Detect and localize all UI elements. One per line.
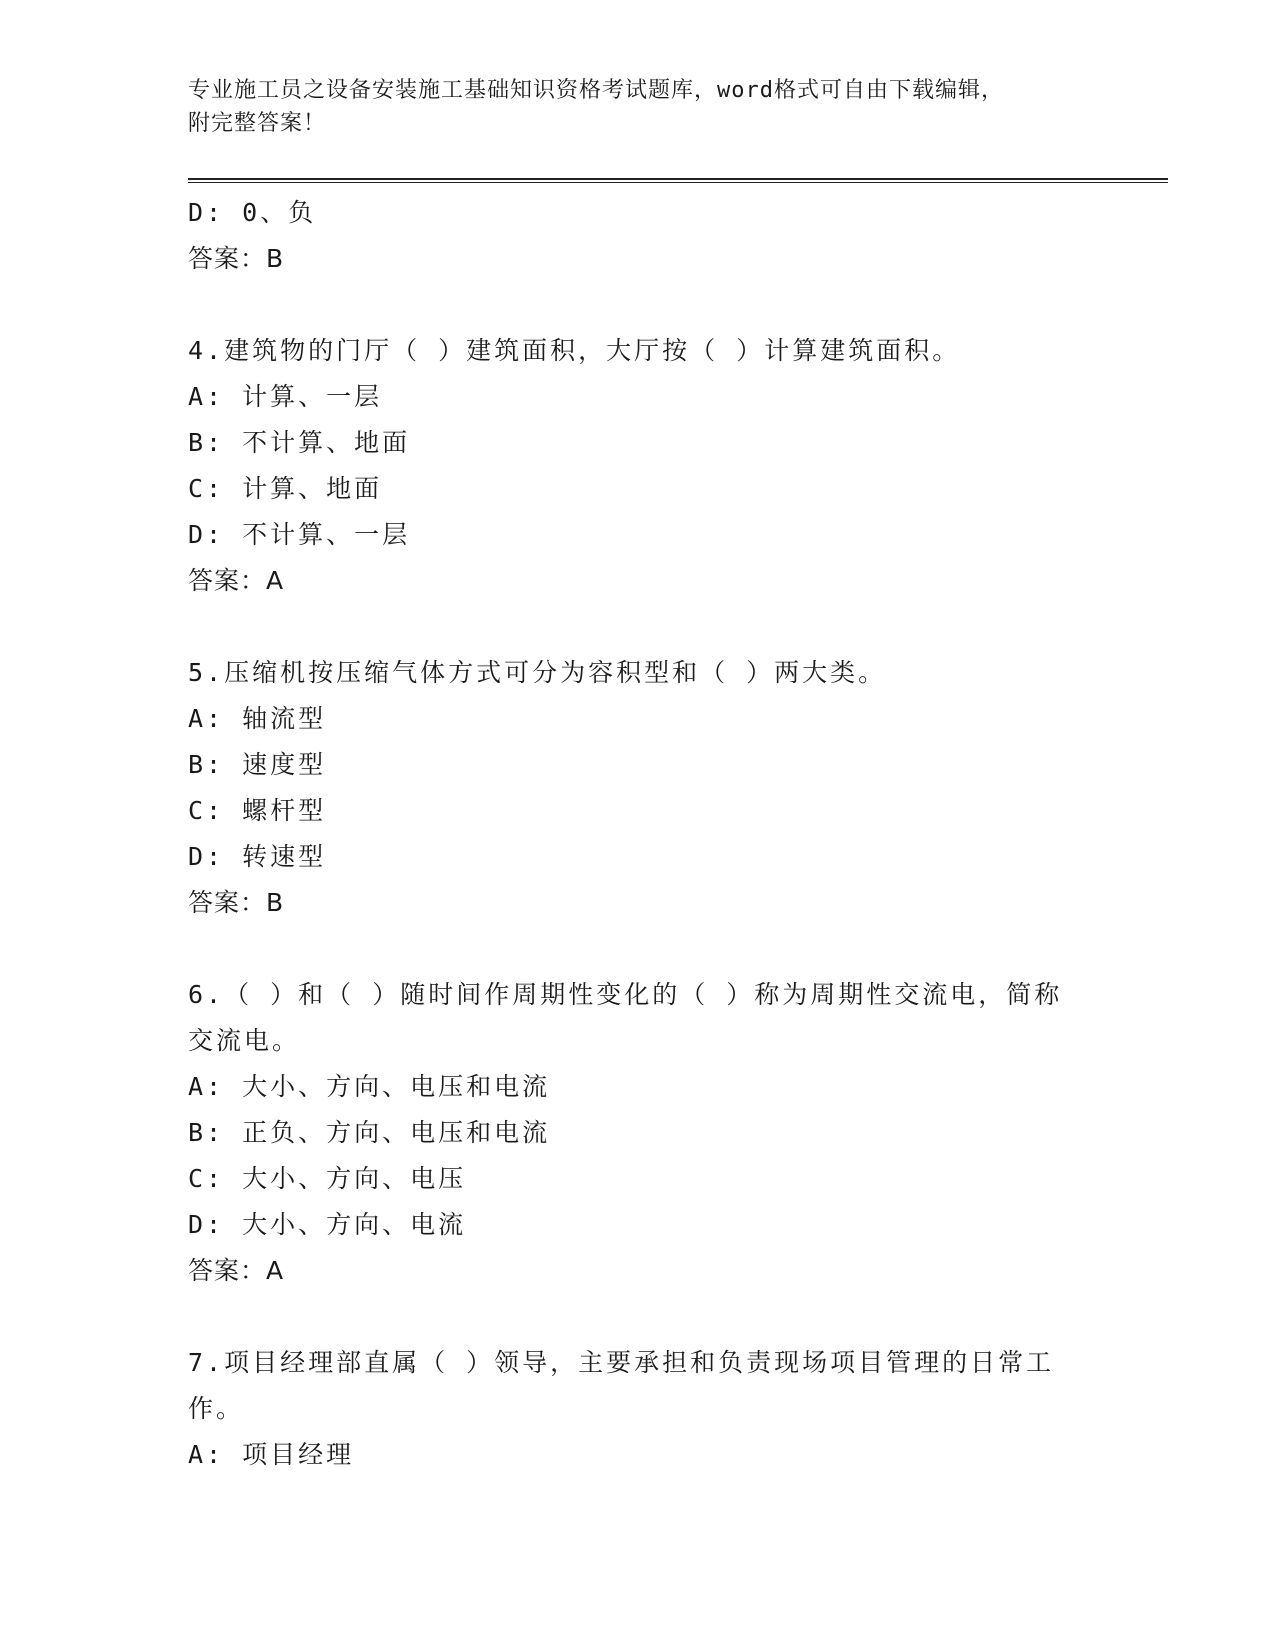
question-5 [188,650,1088,926]
answer: 答案：A [188,566,285,595]
question-list [188,190,1088,1478]
question-stem-line-2: 交流电。 [188,1026,301,1055]
option-c: C: 大小、方向、电压 [188,1164,467,1193]
spacer [188,604,1088,650]
option-d: D: 大小、方向、电流 [188,1210,467,1239]
option-b: B: 速度型 [188,750,327,779]
question-4 [188,328,1088,604]
spacer [188,282,1088,328]
question-stem: 5.压缩机按压缩气体方式可分为容积型和（ ）两大类。 [188,658,887,687]
option-d: D: 不计算、一层 [188,520,411,549]
question-stem: 4.建筑物的门厅（ ）建筑面积，大厅按（ ）计算建筑面积。 [188,336,961,365]
option-a: A: 计算、一层 [188,382,383,411]
question-7 [188,1340,1088,1478]
question-6 [188,972,1088,1294]
option-b: B: 不计算、地面 [188,428,411,457]
spacer [188,926,1088,972]
question-stem-line-1: 6.（ ）和（ ）随时间作周期性变化的（ ）称为周期性交流电，简称 [188,980,1063,1009]
option-a: A: 轴流型 [188,704,327,733]
option-a: A: 项目经理 [188,1440,355,1469]
question-stem-line-2: 作。 [188,1394,245,1423]
answer: 答案：B [188,888,285,917]
option-c: C: 螺杆型 [188,796,327,825]
option-d-prev: D: 0、负 [188,198,317,227]
document-header [188,74,1088,140]
spacer [188,1294,1088,1340]
option-d: D: 转速型 [188,842,327,871]
question-stem-line-1: 7.项目经理部直属（ ）领导，主要承担和负责现场项目管理的日常工 [188,1348,1055,1377]
header-line-1: 专业施工员之设备安装施工基础知识资格考试题库，word格式可自由下载编辑， [188,78,1004,103]
header-divider [188,178,1168,183]
header-line-2: 附完整答案！ [188,111,327,136]
answer: 答案：A [188,1256,285,1285]
answer-prev: 答案：B [188,244,285,273]
option-b: B: 正负、方向、电压和电流 [188,1118,551,1147]
option-c: C: 计算、地面 [188,474,383,503]
option-a: A: 大小、方向、电压和电流 [188,1072,551,1101]
